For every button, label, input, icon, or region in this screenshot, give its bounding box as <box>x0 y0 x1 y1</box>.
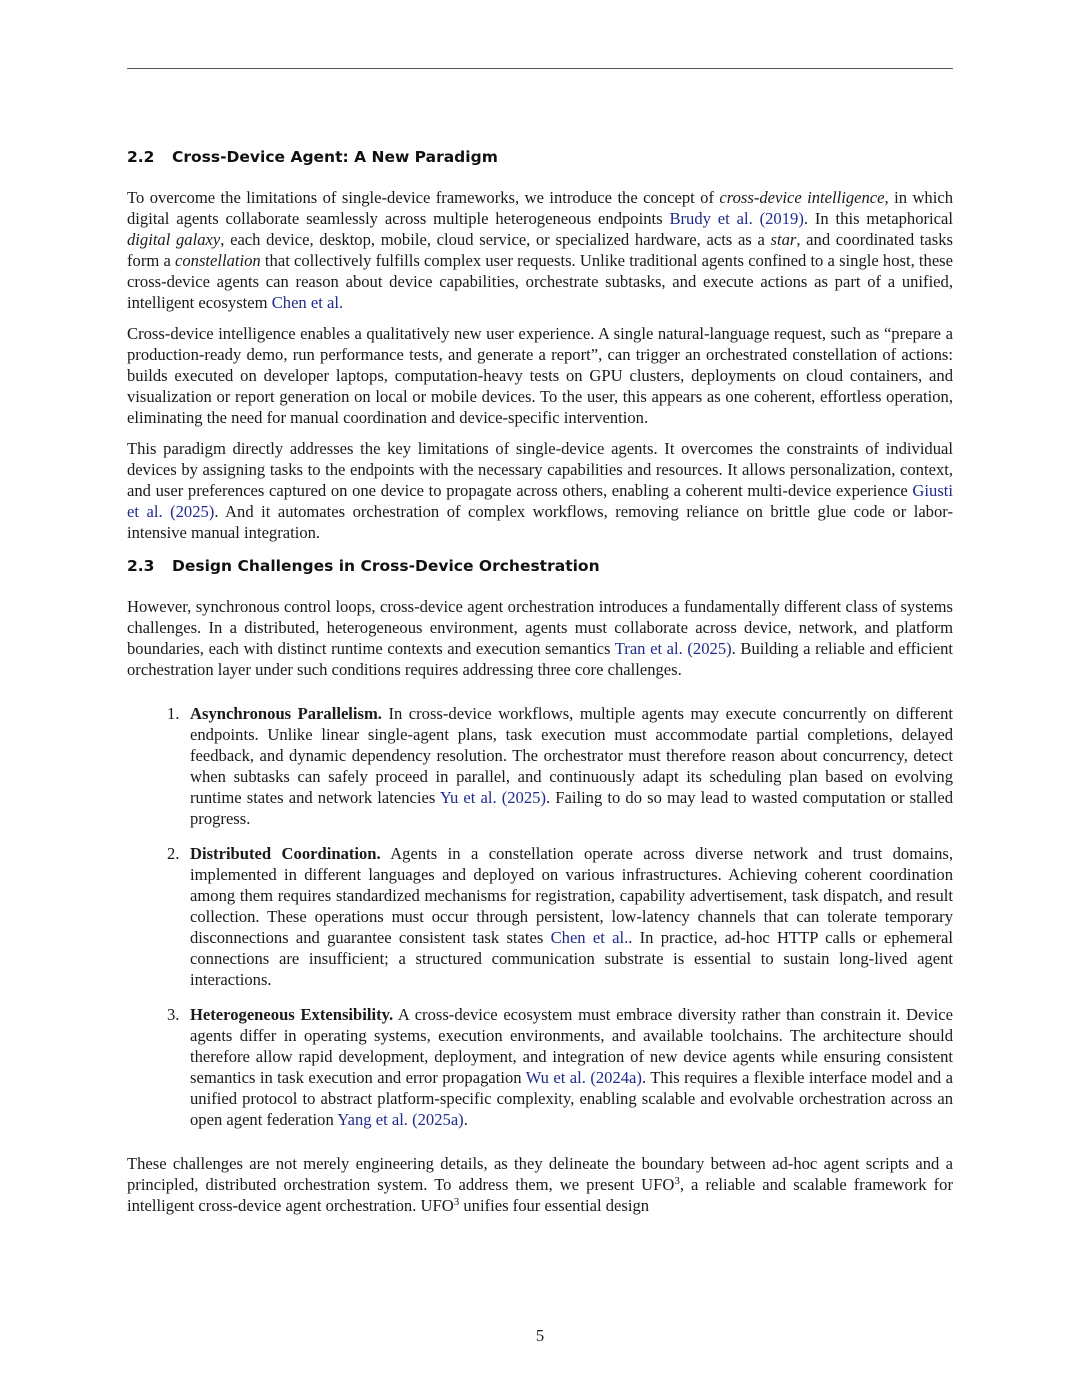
page-content <box>127 144 953 1226</box>
text-run: , a reliable and scalable framework for intelligent cross-device agent orchestration. UFO <box>127 1175 953 1215</box>
section-heading-2-2 <box>127 144 953 170</box>
citation-link[interactable]: Yang et al. (2025a) <box>337 1110 464 1129</box>
emphasis-term: star <box>770 230 797 249</box>
text-run: This paradigm directly addresses the key limitations of single-device agents. It overcomes the constraints of individual devices by assigning tasks to the endpoints with the necessary capabilities and resources. It allows personalization, context, and user preferences captured on one device to propagate across others, enabling a coherent multi-device experience <box>127 439 953 500</box>
list-item-title: Asynchronous Parallelism. <box>190 704 382 723</box>
list-item-title: Heterogeneous Extensibility. <box>190 1005 394 1024</box>
text-run: . <box>463 1110 468 1129</box>
emphasis-term: constellation <box>175 251 261 270</box>
page-number: 5 <box>535 1326 545 1345</box>
text-run: . Failing to do so may lead to wasted computation or stalled progress. <box>190 788 953 828</box>
text-run: In cross-device workflows, multiple agents may execute concurrently on different endpoints. Unlike linear single-agent plans, task execution must accommodate partial completions, delayed feedback, and dynamic dependency resolution. The orchestrator must therefore reason about concurrency, detect when subtasks can safely proceed in parallel, and continuously adapt its scheduling plan based on evolving runtime states and network latencies <box>190 704 953 807</box>
list-item-text <box>190 703 953 829</box>
text-run: . In practice, ad-hoc HTTP calls or ephemeral connections are insufficient; a structured communication substrate is essential to sustain long-lived agent interactions. <box>190 928 953 989</box>
paragraph-user-experience: Cross-device intelligence enables a qualitatively new user experience. A single natural-language request, such as “prepare a production-ready demo, run performance tests, and generate a report”, can trigger an orchestrated constellation of actions: builds executed on developer laptops, computation-heavy tests on GPU clusters, deployments on cloud containers, and visualization or report generation on local or mobile devices. To the user, this appears as one coherent, effortless operation, eliminating the need for manual coordination and device-specific intervention. <box>127 324 953 427</box>
paragraph-cross-device-intro <box>127 187 953 313</box>
list-number: 1. <box>167 704 180 723</box>
superscript: 3 <box>453 1196 460 1208</box>
citation-link[interactable]: Chen et al. <box>550 928 629 947</box>
paragraph-closing <box>127 1153 953 1216</box>
section-number: 2.3 <box>127 557 155 575</box>
list-item <box>127 843 953 990</box>
list-item <box>127 1004 953 1130</box>
text-run: However, synchronous control loops, cross-device agent orchestration introduces a fundamentally different class of systems challenges. In a distributed, heterogeneous environment, agents must collaborate across device, network, and platform boundaries, each with distinct runtime contexts and execution semantics <box>127 597 953 658</box>
text-run: To overcome the limitations of single-device frameworks, we introduce the concept of <box>127 188 720 207</box>
text-run: Agents in a constellation operate across diverse network and trust domains, implemented in different languages and deployed on various infrastructures. Achieving coherent coordination among them requires standardized mechanisms for registration, capability advertisement, task dispatch, and result collection. These operations must occur through persistent, low-latency channels that can tolerate temporary disconnections and guarantee consistent task states <box>190 844 953 947</box>
citation-link[interactable]: Chen et al. <box>271 293 344 312</box>
emphasis-term: cross-device intelligence <box>719 188 885 207</box>
text-run: . And it automates orchestration of complex workflows, removing reliance on brittle glue code or labor-intensive manual integration. <box>127 502 953 542</box>
list-item <box>127 703 953 829</box>
section-heading-2-3 <box>127 553 953 579</box>
text-run: that collectively fulfills complex user requests. Unlike traditional agents confined to a single host, these cross-device agents can reason about device capabilities, orchestrate subtasks, and execute actions as part of a unified, intelligent ecosystem <box>127 251 954 312</box>
text-run: . In this metaphorical <box>803 209 954 228</box>
section-title: Design Challenges in Cross-Device Orchestration <box>172 557 600 575</box>
list-item-text <box>190 1004 953 1130</box>
citation-link[interactable]: Tran et al. (2025) <box>614 639 732 658</box>
text-run: These challenges are not merely engineering details, as they delineate the boundary between ad-hoc agent scripts and a principled, distributed orchestration system. To address them, we present UFO <box>127 1154 953 1194</box>
text-run: A cross-device ecosystem must embrace diversity rather than constrain it. Device agents differ in operating systems, execution environments, and available toolchains. The architecture should therefore allow rapid development, deployment, and integration of new device agents while ensuring consistent semantics in task execution and error propagation <box>190 1005 953 1087</box>
header-rule <box>127 68 953 69</box>
list-number: 3. <box>167 1005 180 1024</box>
text-run: , in which digital agents collaborate seamlessly across multiple heterogeneous endpoints <box>127 188 953 228</box>
paragraph-challenges-intro <box>127 596 953 680</box>
paragraph-paradigm <box>127 438 953 543</box>
superscript: 3 <box>674 1175 680 1187</box>
challenges-list <box>127 703 953 1130</box>
citation-link[interactable]: Brudy et al. (2019) <box>669 209 804 228</box>
list-number: 2. <box>167 844 180 863</box>
citation-link[interactable]: Giusti et al. (2025) <box>127 481 953 521</box>
list-item-text <box>190 843 953 990</box>
text-run: unifies four essential design <box>459 1196 650 1215</box>
citation-link[interactable]: Wu et al. (2024a) <box>525 1068 642 1087</box>
section-title: Cross-Device Agent: A New Paradigm <box>172 148 498 166</box>
text-run: . This requires a flexible interface model and a unified protocol to abstract platform-specific complexity, enabling scalable and evolvable orchestration across an open agent federation <box>190 1068 953 1129</box>
section-number: 2.2 <box>127 148 155 166</box>
text-run: , each device, desktop, mobile, cloud service, or specialized hardware, acts as a <box>220 230 771 249</box>
text-run: , and coordinated tasks form a <box>127 230 953 270</box>
citation-link[interactable]: Yu et al. (2025) <box>439 788 546 807</box>
list-item-title: Distributed Coordination. <box>190 844 381 863</box>
text-run: . Building a reliable and efficient orchestration layer under such conditions requires addressing three core challenges. <box>127 639 953 679</box>
emphasis-term: digital galaxy <box>127 230 221 249</box>
